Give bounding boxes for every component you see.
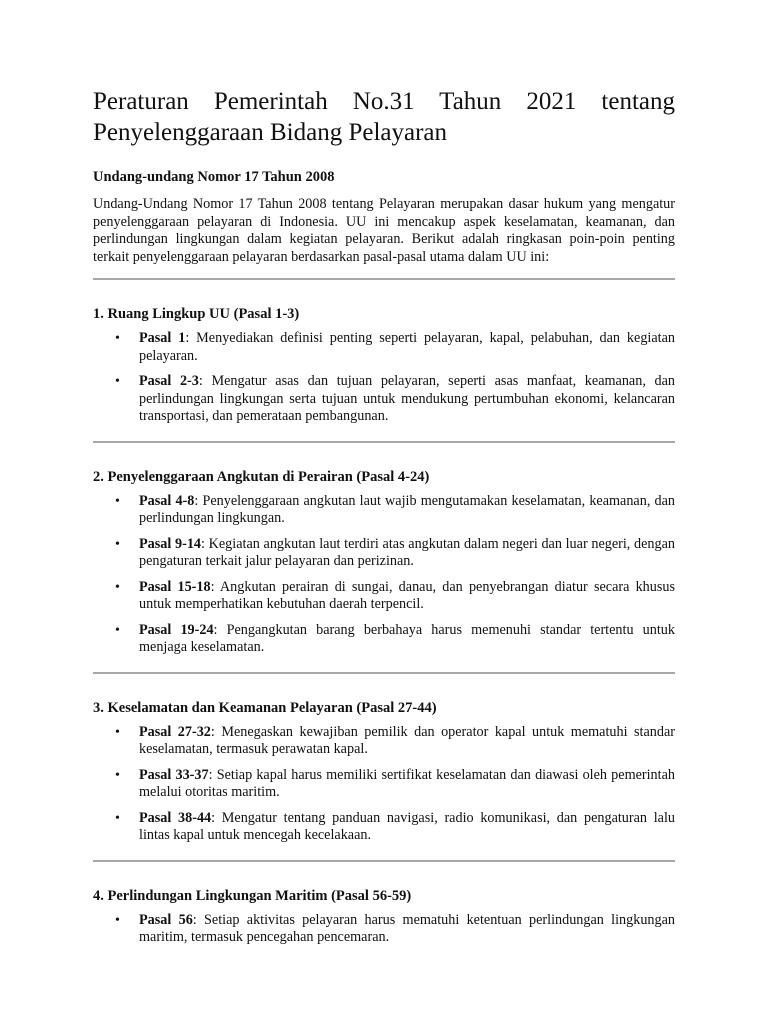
- document-subtitle: Undang-undang Nomor 17 Tahun 2008: [93, 169, 335, 185]
- list-item: [93, 373, 675, 426]
- bullet-icon: •: [115, 724, 120, 740]
- pasal-label: Pasal 56: [139, 911, 193, 928]
- section-heading: 4. Perlindungan Lingkungan Maritim (Pasal 56-59): [93, 887, 412, 904]
- bullet-icon: •: [115, 493, 120, 509]
- pasal-label: Pasal 27-32: [139, 723, 211, 740]
- bullet-icon: •: [115, 374, 120, 389]
- document-page: [93, 86, 675, 962]
- bullet-icon: •: [115, 767, 120, 783]
- pasal-text: : Setiap aktivitas pelayaran harus mematuhi ketentuan perlindungan lingkungan maritim, termasuk pencegahan pencemaran.: [139, 911, 675, 945]
- pasal-text: : Pengangkutan barang berbahaya harus memenuhi standar tertentu untuk menjaga keselamatan.: [139, 621, 675, 655]
- section: [93, 862, 675, 962]
- pasal-label: Pasal 9-14: [139, 535, 202, 552]
- pasal-label: Pasal 15-18: [139, 578, 211, 595]
- pasal-text: : Menyediakan definisi penting seperti pelayaran, kapal, pelabuhan, dan kegiatan pelayaran.: [139, 330, 675, 364]
- document-title: Peraturan Pemerintah No.31 Tahun 2021 tentang Penyelenggaraan Bidang Pelayaran: [93, 88, 675, 146]
- intro-paragraph: Undang-Undang Nomor 17 Tahun 2008 tentang Pelayaran merupakan dasar hukum yang mengatur penyelenggaraan pelayaran di Indonesia. UU ini mencakup aspek keselamatan, keamanan, dan perlindungan lingkungan dalam kegiatan pelayaran. Berikut adalah ringkasan poin-poin penting terkait penyelenggaraan pelayaran berdasarkan pasal-pasal utama dalam UU ini:: [93, 196, 675, 265]
- pasal-label: Pasal 4-8: [139, 492, 195, 509]
- list-item: [93, 536, 675, 571]
- pasal-text: : Penyelenggaraan angkutan laut wajib mengutamakan keselamatan, keamanan, dan perlindungan lingkungan.: [139, 492, 675, 526]
- section-heading: 2. Penyelenggaraan Angkutan di Perairan (Pasal 4-24): [93, 468, 430, 485]
- pasal-text: : Mengatur tentang panduan navigasi, radio komunikasi, dan pengaturan lalu lintas kapal untuk mencegah kecelakaan.: [139, 809, 676, 843]
- section: [93, 674, 675, 860]
- list-item: [93, 579, 675, 614]
- pasal-label: Pasal 33-37: [139, 766, 209, 783]
- bullet-icon: •: [115, 536, 120, 552]
- pasal-text: : Mengatur asas dan tujuan pelayaran, seperti asas manfaat, keamanan, dan perlindungan lingkungan serta tujuan untuk mendukung pertumbuhan ekonomi, kelancaran transportasi, dan pemerataan pembangunan.: [139, 373, 675, 424]
- list-item: [93, 810, 675, 845]
- pasal-list: [93, 912, 675, 947]
- list-item: [93, 493, 675, 528]
- bullet-icon: •: [115, 622, 120, 638]
- list-item: [93, 622, 675, 657]
- sections-container: [93, 280, 675, 962]
- bullet-icon: •: [115, 579, 120, 595]
- list-item: [93, 767, 675, 802]
- bullet-icon: •: [115, 331, 120, 346]
- pasal-label: Pasal 2-3: [139, 373, 199, 389]
- section-heading: 3. Keselamatan dan Keamanan Pelayaran (Pasal 27-44): [93, 699, 437, 716]
- pasal-label: Pasal 1: [139, 330, 186, 346]
- pasal-label: Pasal 19-24: [139, 621, 214, 638]
- pasal-list: [93, 330, 675, 426]
- section: [93, 280, 675, 441]
- bullet-icon: •: [115, 912, 120, 928]
- section: [93, 443, 675, 672]
- list-item: [93, 330, 675, 365]
- section-heading: 1. Ruang Lingkup UU (Pasal 1-3): [93, 306, 300, 322]
- list-item: [93, 912, 675, 947]
- pasal-text: : Menegaskan kewajiban pemilik dan operator kapal untuk mematuhi standar keselamatan, termasuk perawatan kapal.: [139, 723, 675, 757]
- pasal-list: [93, 493, 675, 657]
- pasal-list: [93, 724, 675, 845]
- list-item: [93, 724, 675, 759]
- pasal-text: : Angkutan perairan di sungai, danau, dan penyebrangan diatur secara khusus untuk memperhatikan kebutuhan daerah terpencil.: [139, 578, 675, 612]
- pasal-text: : Kegiatan angkutan laut terdiri atas angkutan dalam negeri dan luar negeri, dengan pengaturan terkait jalur pelayaran dan perizinan.: [139, 535, 675, 569]
- bullet-icon: •: [115, 810, 120, 826]
- pasal-label: Pasal 38-44: [139, 809, 212, 826]
- pasal-text: : Setiap kapal harus memiliki sertifikat keselamatan dan diawasi oleh pemerintah melalui otoritas maritim.: [139, 766, 675, 800]
